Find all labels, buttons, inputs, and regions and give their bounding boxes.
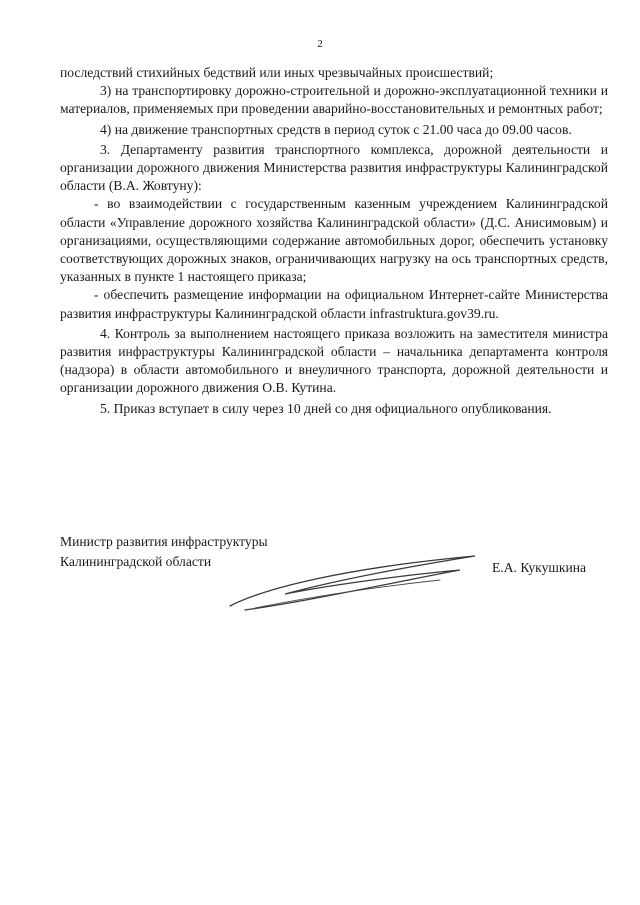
page-number: 2 [317,38,323,50]
signatory-name: Е.А. Кукушкина [492,560,587,575]
document-body [60,64,608,418]
paragraph-section-4: 4. Контроль за выполнением настоящего приказа возложить на заместителя министра развития инфраструктуры Калининградской области – начальника департамента контроля (надзора) в области автомобильного и внеуличного транспорта, дорожной деятельности и организации дорожного движения О.В. Кутина. [60,325,608,396]
paragraph-section-3: 3. Департаменту развития транспортного комплекса, дорожной деятельности и организации дорожного движения Министерства развития инфраструктуры Калининградской области (В.А. Жовтуну): [60,141,608,194]
paragraph-item-3: 3) на транспортировку дорожно-строительной и дорожно-эксплуатационной техники и материалов, применяемых при проведении аварийно-восстановительных и ремонтных работ; [60,83,608,117]
handwritten-signature [225,548,485,618]
paragraph-bullet-2: - обеспечить размещение информации на официальном Интернет-сайте Министерства развития инфраструктуры Калининградской области infrastruktura.gov39.ru. [60,287,608,321]
paragraph-section-5: 5. Приказ вступает в силу через 10 дней со дня официального опубликования. [100,400,552,416]
signatory-title-line-2: Калининградской области [60,554,212,569]
paragraph-continuation: последствий стихийных бедствий или иных чрезвычайных происшествий; [60,65,494,80]
paragraph-item-4: 4) на движение транспортных средств в период суток с 21.00 часа до 09.00 часов. [100,121,572,137]
paragraph-bullet-1: - во взаимодействии с государственным казенным учреждением Калининградской области «Управление дорожного хозяйства Калининградской области» (Д.С. Анисимовым) и организациями, осуществляющими содержание автомобильных дорог, обеспечить установку соответствующих дорожных знаков, ограничивающих нагрузку на ось транспортных средств, указанных в пункте 1 настоящего приказа; [60,196,608,285]
signatory-title-line-1: Министр развития инфраструктуры [60,534,268,549]
